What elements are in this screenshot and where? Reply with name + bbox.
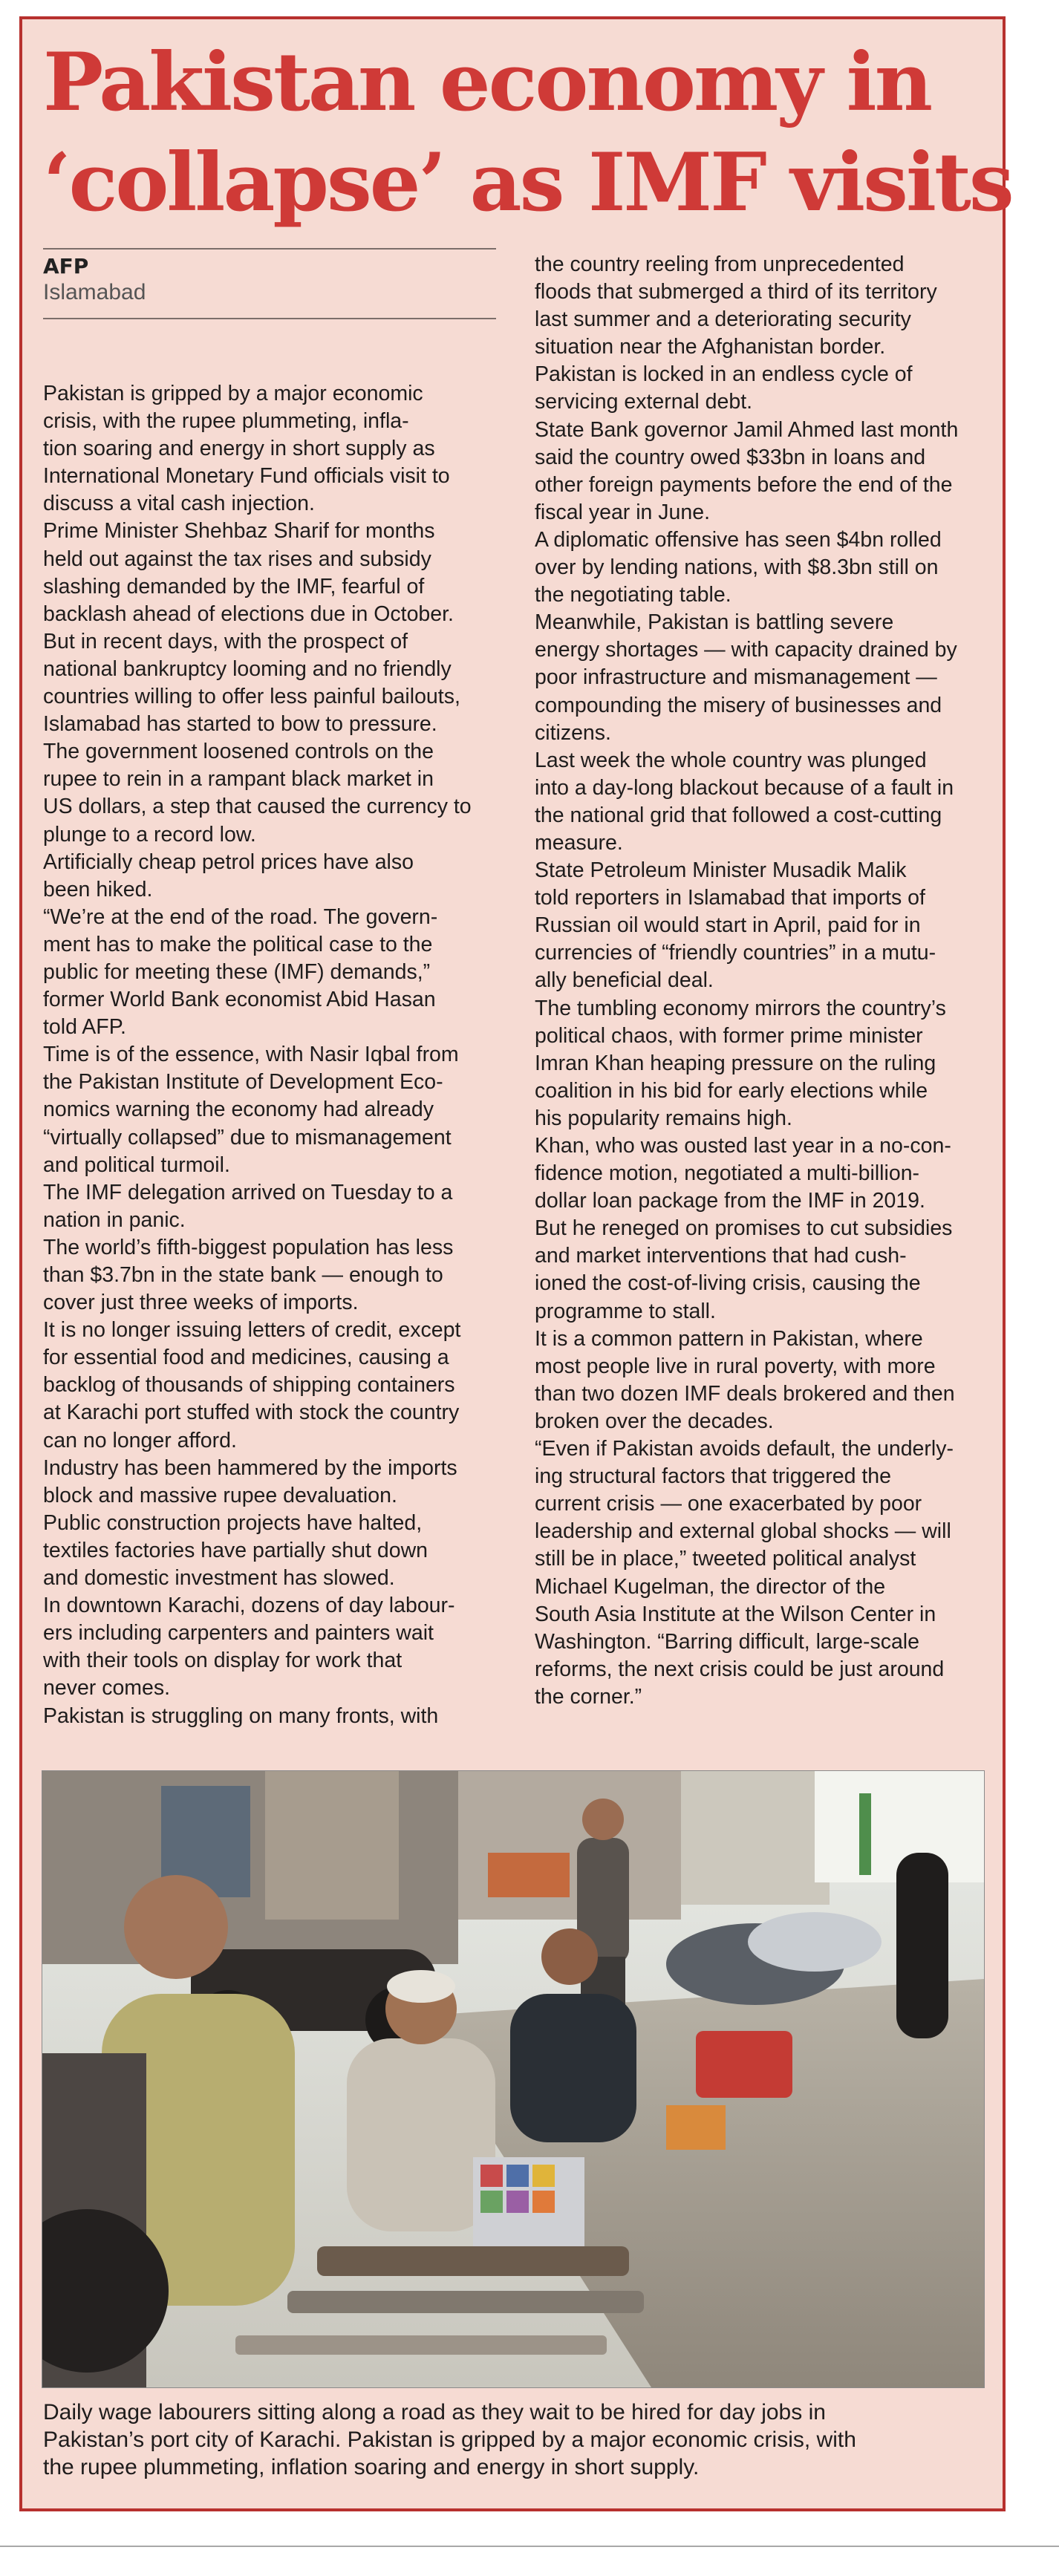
paragraph-line: held out against the tax rises and subsidy [43, 547, 431, 571]
article-paragraph [535, 1215, 995, 1325]
paragraph-line: Prime Minister Shehbaz Sharif for months [43, 519, 435, 544]
paragraph-line: ioned the cost-of-living crisis, causing the [535, 1271, 921, 1296]
paragraph-line: the corner.” [535, 1684, 642, 1709]
article-paragraph [43, 849, 511, 904]
paragraph-line: his popularity remains high. [535, 1106, 792, 1130]
article-paragraph [43, 1703, 511, 1730]
paragraph-line: currencies of “friendly countries” in a mutu- [535, 941, 936, 965]
paragraph-line: But in recent days, with the prospect of [43, 629, 408, 653]
caption-line: the rupee plummeting, inflation soaring and energy in short supply. [43, 2455, 700, 2479]
headline [43, 33, 1012, 233]
paragraph-line: Public construction projects have halted, [43, 1510, 423, 1535]
article-paragraph [535, 857, 995, 994]
paragraph-line: US dollars, a step that caused the currency to [43, 795, 472, 819]
article-paragraph [43, 738, 511, 848]
paragraph-line: Imran Khan heaping pressure on the ruling [535, 1051, 936, 1075]
paragraph-line: than $3.7bn in the state bank — enough to [43, 1263, 443, 1287]
headline-line: ‘collapse’ as IMF visits [43, 136, 1012, 229]
paragraph-line: A diplomatic offensive has seen $4bn rolled [535, 527, 942, 552]
paragraph-line: tion soaring and energy in short supply as [43, 437, 435, 461]
article-paragraph [535, 251, 995, 361]
paragraph-line: Pakistan is gripped by a major economic [43, 382, 423, 405]
paragraph-line: national bankruptcy looming and no friendly [43, 656, 452, 681]
paragraph-line: International Monetary Fund officials visit to [43, 464, 450, 489]
article-paragraph [43, 1592, 511, 1702]
paragraph-line: Russian oil would start in April, paid for in [535, 913, 921, 938]
paragraph-line: floods that submerged a third of its territory [535, 280, 937, 304]
paragraph-line: Artificially cheap petrol prices have also [43, 850, 414, 874]
article-paragraph [43, 1510, 511, 1592]
paragraph-line: coalition in his bid for early elections while [535, 1078, 928, 1103]
paragraph-line: But he reneged on promises to cut subsidies [535, 1216, 953, 1241]
paragraph-line: poor infrastructure and mismanagement — [535, 665, 937, 690]
paragraph-line: nation in panic. [43, 1207, 186, 1232]
paragraph-line: Pakistan is locked in an endless cycle of [535, 362, 913, 387]
paragraph-line: The government loosened controls on the [43, 740, 434, 764]
paragraph-line: public for meeting these (IMF) demands,” [43, 959, 431, 984]
paragraph-line: for essential food and medicines, causing a [43, 1346, 449, 1370]
paragraph-line: rupee to rein in a rampant black market in [43, 767, 434, 792]
paragraph-line: ally beneficial deal. [535, 968, 714, 993]
paragraph-line: ment has to make the political case to the [43, 932, 433, 956]
divider [43, 318, 496, 319]
paragraph-line: ers including carpenters and painters wait [43, 1621, 434, 1646]
news-photo [42, 1770, 985, 2388]
article-paragraph [43, 904, 511, 1041]
paragraph-line: fiscal year in June. [535, 500, 711, 524]
paragraph-line: been hiked. [43, 877, 153, 901]
article-paragraph [43, 628, 511, 738]
paragraph-line: discuss a vital cash injection. [43, 492, 315, 516]
paragraph-line: backlog of thousands of shipping containers [43, 1373, 455, 1398]
paragraph-line: countries willing to offer less painful bailouts, [43, 685, 460, 709]
paragraph-line: slashing demanded by the IMF, fearful of [43, 574, 425, 599]
paragraph-line: current crisis — one exacerbated by poor [535, 1492, 922, 1516]
paragraph-line: reforms, the next crisis could be just around [535, 1657, 945, 1681]
article-body-left-column [43, 380, 511, 1730]
caption-line: Pakistan’s port city of Karachi. Pakistan is gripped by a major economic crisis, with [43, 2427, 856, 2452]
paragraph-line: over by lending nations, with $8.3bn still on [535, 555, 939, 580]
paragraph-line: State Bank governor Jamil Ahmed last month [535, 417, 959, 442]
paragraph-line: leadership and external global shocks — will [535, 1519, 951, 1544]
article-paragraph [535, 747, 995, 857]
article-paragraph [535, 1326, 995, 1435]
paragraph-line: backlash ahead of elections due in October. [43, 601, 454, 626]
paragraph-line: “virtually collapsed” due to mismanagement [43, 1125, 452, 1150]
paragraph-line: the national grid that followed a cost-cutting [535, 803, 942, 827]
paragraph-line: with their tools on display for work that [43, 1649, 403, 1673]
paragraph-line: Islamabad has started to bow to pressure. [43, 712, 437, 737]
paragraph-line: measure. [535, 830, 623, 855]
paragraph-line: compounding the misery of businesses and [535, 693, 942, 717]
paragraph-line: servicing external debt. [535, 390, 753, 414]
paragraph-line: energy shortages — with capacity drained by [535, 638, 957, 662]
paragraph-line: still be in place,” tweeted political analyst [535, 1547, 916, 1571]
paragraph-line: nomics warning the economy had already [43, 1098, 434, 1122]
byline [43, 248, 496, 319]
article-paragraph [43, 1179, 511, 1234]
paragraph-line: political chaos, with former prime minister [535, 1023, 923, 1048]
paragraph-line: Washington. “Barring difficult, large-scale [535, 1629, 919, 1654]
paragraph-line: the negotiating table. [535, 583, 731, 607]
paragraph-line: told AFP. [43, 1015, 126, 1040]
paragraph-line: ing structural factors that triggered the [535, 1464, 891, 1489]
page-divider [0, 2546, 1059, 2547]
paragraph-line: Pakistan is struggling on many fronts, with [43, 1703, 439, 1728]
paragraph-line: plunge to a record low. [43, 822, 256, 847]
paragraph-line: Michael Kugelman, the director of the [535, 1574, 886, 1599]
paragraph-line: textiles factories have partially shut down [43, 1538, 429, 1562]
photo-caption [43, 2399, 1001, 2481]
article-paragraph [43, 1041, 511, 1178]
paragraph-line: former World Bank economist Abid Hasan [43, 988, 436, 1012]
paragraph-line: said the country owed $33bn in loans and [535, 445, 926, 469]
paragraph-line: In downtown Karachi, dozens of day labour- [43, 1594, 455, 1618]
paragraph-line: into a day-long blackout because of a fault in [535, 775, 954, 800]
paragraph-line: The world’s fifth-biggest population has less [43, 1235, 454, 1259]
paragraph-line: South Asia Institute at the Wilson Center in [535, 1602, 936, 1626]
paragraph-line: and market interventions that had cush- [535, 1244, 907, 1268]
article-paragraph [535, 417, 995, 526]
article-paragraph [535, 1435, 995, 1711]
paragraph-line: The tumbling economy mirrors the country’s [535, 996, 946, 1020]
paragraph-line: and domestic investment has slowed. [43, 1566, 395, 1591]
paragraph-line: It is a common pattern in Pakistan, where [535, 1326, 923, 1351]
paragraph-line: “Even if Pakistan avoids default, the underly- [535, 1437, 954, 1461]
paragraph-line: “We’re at the end of the road. The govern- [43, 904, 438, 929]
paragraph-line: Time is of the essence, with Nasir Iqbal from [43, 1043, 459, 1067]
paragraph-line: last summer and a deteriorating security [535, 307, 911, 332]
article-paragraph [535, 361, 995, 416]
paragraph-line: dollar loan package from the IMF in 2019. [535, 1189, 925, 1213]
paragraph-line: than two dozen IMF deals brokered and then [535, 1381, 955, 1406]
paragraph-line: the Pakistan Institute of Development Eco- [43, 1070, 443, 1095]
byline-agency: AFP [43, 254, 89, 278]
paragraph-line: programme to stall. [535, 1299, 716, 1323]
paragraph-line: cover just three weeks of imports. [43, 1291, 359, 1315]
article-paragraph [43, 518, 511, 627]
paragraph-line: broken over the decades. [535, 1409, 774, 1433]
paragraph-line: Last week the whole country was plunged [535, 748, 927, 772]
article-paragraph [535, 609, 995, 746]
paragraph-line: crisis, with the rupee plummeting, infla- [43, 409, 409, 434]
article-body-right-column [535, 251, 995, 1711]
paragraph-line: Khan, who was ousted last year in a no-con- [535, 1134, 951, 1158]
paragraph-line: citizens. [535, 720, 611, 745]
headline-line: Pakistan economy in [43, 36, 931, 129]
article-frame [19, 16, 1012, 2511]
paragraph-line: the country reeling from unprecedented [535, 252, 905, 276]
paragraph-line: It is no longer issuing letters of credit, except [43, 1318, 461, 1343]
article-paragraph [43, 1234, 511, 1317]
article-paragraph [535, 1132, 995, 1215]
paragraph-line: fidence motion, negotiated a multi-billion- [535, 1161, 920, 1186]
paragraph-line: most people live in rural poverty, with more [535, 1354, 936, 1378]
paragraph-line: at Karachi port stuffed with stock the country [43, 1401, 460, 1425]
article-paragraph [43, 380, 511, 518]
byline-dateline: Islamabad [43, 280, 146, 304]
article-paragraph [535, 526, 995, 609]
paragraph-line: Industry has been hammered by the imports [43, 1455, 457, 1480]
paragraph-line: The IMF delegation arrived on Tuesday to a [43, 1180, 453, 1204]
paragraph-line: State Petroleum Minister Musadik Malik [535, 858, 907, 883]
article-paragraph [43, 1455, 511, 1510]
paragraph-line: and political turmoil. [43, 1152, 230, 1177]
paragraph-line: Meanwhile, Pakistan is battling severe [535, 610, 894, 635]
paragraph-line: never comes. [43, 1676, 171, 1701]
divider [43, 248, 496, 250]
paragraph-line: block and massive rupee devaluation. [43, 1483, 397, 1507]
article-paragraph [535, 995, 995, 1132]
paragraph-line: can no longer afford. [43, 1428, 237, 1452]
paragraph-line: other foreign payments before the end of the [535, 472, 953, 497]
paragraph-line: situation near the Afghanistan border. [535, 335, 886, 359]
street-labourers-photo [42, 1771, 984, 2387]
article-paragraph [43, 1317, 511, 1454]
caption-line: Daily wage labourers sitting along a road as they wait to be hired for day jobs in [43, 2400, 826, 2425]
paragraph-line: told reporters in Islamabad that imports of [535, 886, 925, 910]
